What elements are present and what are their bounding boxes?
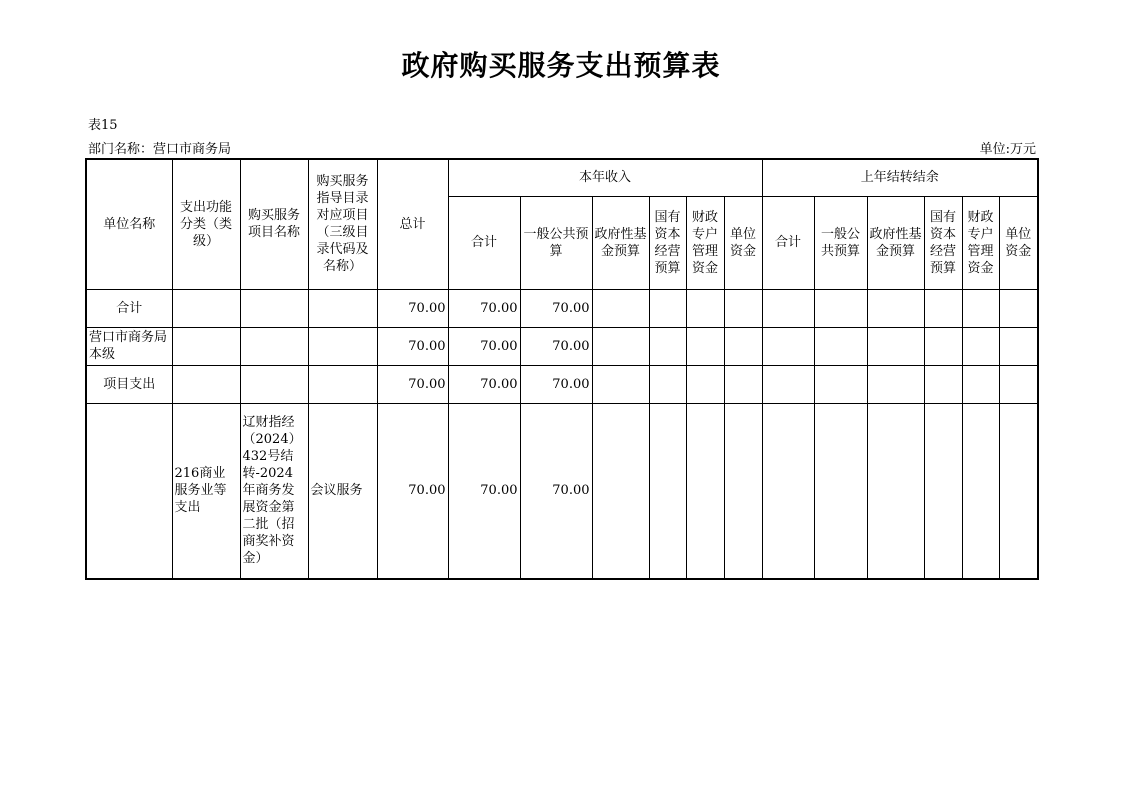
cell-cy-general: 70.00 [520, 289, 592, 327]
header-py-stateasset: 国有资本经营预算 [924, 196, 962, 289]
cell-empty [724, 403, 762, 579]
cell-cy-general: 70.00 [520, 403, 592, 579]
header-py-sum: 合计 [762, 196, 814, 289]
cell-total: 70.00 [377, 289, 448, 327]
cell-empty [814, 327, 867, 365]
cell-empty [924, 365, 962, 403]
cell-cy-sum: 70.00 [448, 327, 520, 365]
cell-item [240, 365, 308, 403]
cell-empty [649, 365, 686, 403]
cell-empty [649, 403, 686, 579]
cell-empty [762, 289, 814, 327]
header-cy-govfund: 政府性基金预算 [592, 196, 649, 289]
cell-empty [814, 289, 867, 327]
cell-unit: 营口市商务局本级 [86, 327, 172, 365]
header-py-general: 一般公共预算 [814, 196, 867, 289]
cell-empty [924, 327, 962, 365]
cell-catalog: 会议服务 [308, 403, 377, 579]
cell-empty [924, 403, 962, 579]
cell-cy-general: 70.00 [520, 365, 592, 403]
header-unit-name: 单位名称 [86, 159, 172, 289]
cell-empty [724, 289, 762, 327]
cell-cy-sum: 70.00 [448, 289, 520, 327]
header-cy-general: 一般公共预算 [520, 196, 592, 289]
cell-empty [962, 365, 999, 403]
header-cy-fiscal: 财政专户管理资金 [686, 196, 724, 289]
cell-empty [592, 289, 649, 327]
cell-empty [867, 327, 924, 365]
header-py-unitfund: 单位资金 [999, 196, 1038, 289]
cell-unit: 项目支出 [86, 365, 172, 403]
cell-empty [867, 403, 924, 579]
cell-empty [724, 327, 762, 365]
header-cy-unitfund: 单位资金 [724, 196, 762, 289]
cell-empty [814, 403, 867, 579]
header-cy-sum: 合计 [448, 196, 520, 289]
cell-empty [999, 365, 1038, 403]
cell-empty [686, 365, 724, 403]
cell-total: 70.00 [377, 327, 448, 365]
cell-empty [592, 365, 649, 403]
table-row [86, 365, 1038, 403]
cell-empty [686, 289, 724, 327]
header-func-class: 支出功能分类（类级） [172, 159, 240, 289]
cell-func [172, 327, 240, 365]
header-py-fiscal: 财政专户管理资金 [962, 196, 999, 289]
cell-empty [962, 327, 999, 365]
header-total: 总计 [377, 159, 448, 289]
header-prior-year: 上年结转结余 [762, 159, 1038, 196]
cell-func [172, 365, 240, 403]
cell-empty [962, 289, 999, 327]
cell-empty [999, 289, 1038, 327]
cell-item: 辽财指经（2024）432号结转-2024年商务发展资金第二批（招商奖补资金） [240, 403, 308, 579]
cell-empty [814, 365, 867, 403]
cell-unit [86, 403, 172, 579]
cell-cy-sum: 70.00 [448, 403, 520, 579]
cell-func: 216商业服务业等支出 [172, 403, 240, 579]
table-number: 表15 [88, 118, 118, 133]
cell-empty [924, 289, 962, 327]
cell-empty [592, 327, 649, 365]
header-current-year: 本年收入 [448, 159, 762, 196]
cell-catalog [308, 289, 377, 327]
cell-empty [762, 327, 814, 365]
header-service-item: 购买服务项目名称 [240, 159, 308, 289]
unit-label: 单位:万元 [979, 142, 1036, 157]
table-row [86, 327, 1038, 365]
header-py-govfund: 政府性基金预算 [867, 196, 924, 289]
cell-total: 70.00 [377, 365, 448, 403]
table-row [86, 403, 1038, 579]
header-catalog: 购买服务指导目录对应项目（三级目录代码及名称） [308, 159, 377, 289]
department-name: 部门名称：营口市商务局 [88, 142, 232, 157]
cell-empty [999, 403, 1038, 579]
cell-empty [867, 365, 924, 403]
cell-catalog [308, 327, 377, 365]
cell-empty [686, 403, 724, 579]
cell-empty [999, 327, 1038, 365]
cell-empty [686, 327, 724, 365]
cell-empty [649, 289, 686, 327]
cell-empty [762, 403, 814, 579]
cell-func [172, 289, 240, 327]
cell-empty [724, 365, 762, 403]
page-title: 政府购买服务支出预算表 [401, 49, 721, 82]
cell-total: 70.00 [377, 403, 448, 579]
cell-cy-general: 70.00 [520, 327, 592, 365]
cell-empty [867, 289, 924, 327]
cell-catalog [308, 365, 377, 403]
cell-cy-sum: 70.00 [448, 365, 520, 403]
cell-unit: 合计 [86, 289, 172, 327]
cell-empty [592, 403, 649, 579]
header-cy-stateasset: 国有资本经营预算 [649, 196, 686, 289]
table-row [86, 289, 1038, 327]
cell-empty [649, 327, 686, 365]
cell-item [240, 289, 308, 327]
cell-empty [762, 365, 814, 403]
budget-table [85, 158, 1039, 580]
cell-empty [962, 403, 999, 579]
cell-item [240, 327, 308, 365]
